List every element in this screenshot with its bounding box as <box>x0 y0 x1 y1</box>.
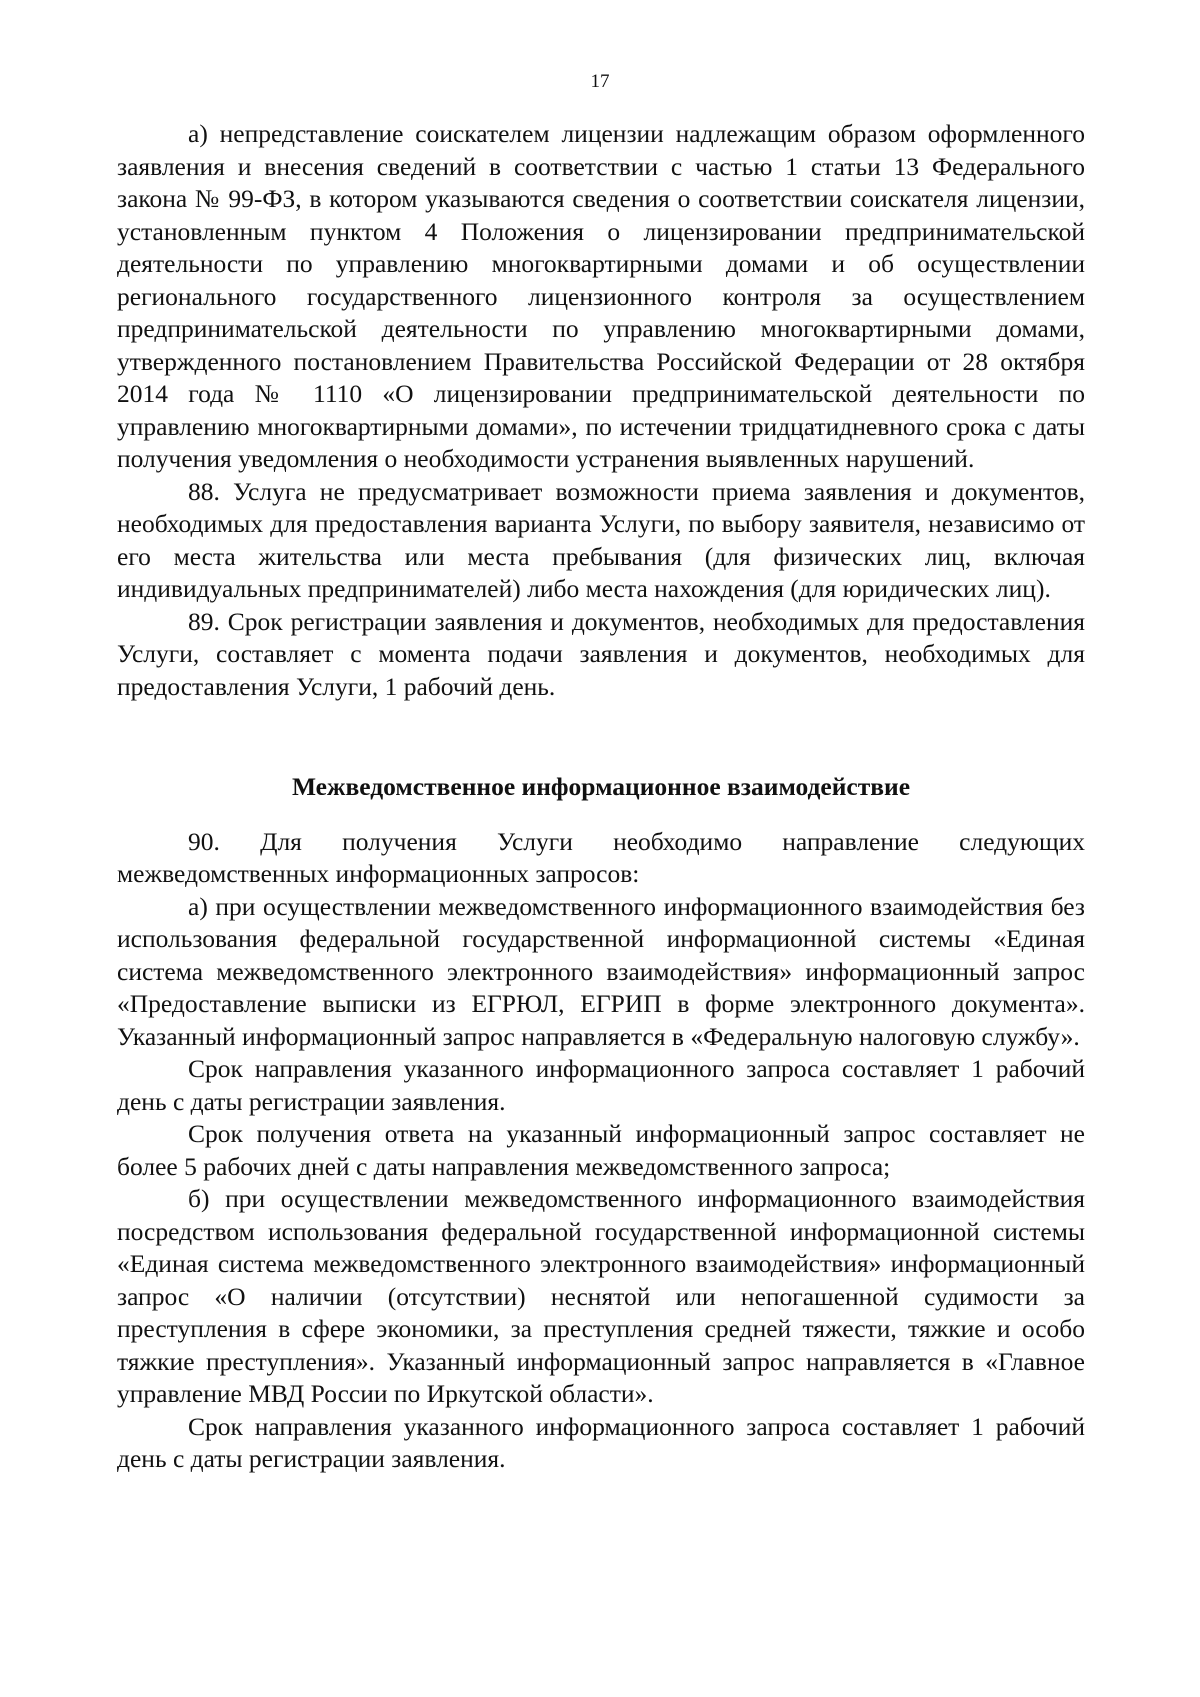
document-body <box>117 118 1085 1476</box>
paragraph-90-a: а) при осуществлении межведомственного информационного взаимодействия без использования федеральной государственной информационной системы «Единая система межведомственного электронного взаимодействия» информационный запрос «Предоставление выписки из ЕГРЮЛ, ЕГРИП в форме электронного документа». Указанный информационный запрос направляется в «Федеральную налоговую службу». <box>117 891 1085 1051</box>
paragraph-89: 89. Срок регистрации заявления и документов, необходимых для предоставления Услуги, составляет с момента подачи заявления и документов, необходимых для предоставления Услуги, 1 рабочий день. <box>117 606 1085 701</box>
paragraph-response-term: Срок получения ответа на указанный информационный запрос составляет не более 5 рабочих дней с даты направления межведомственного запроса; <box>117 1119 1085 1181</box>
paragraph-90-b: б) при осуществлении межведомственного информационного взаимодействия посредством использования федеральной государственной информационной системы «Единая система межведомственного электронного взаимодействия» информационный запрос «О наличии (отсутствии) неснятой или непогашенной судимости за преступления в сфере экономики, за преступления средней тяжести, тяжкие и особо тяжкие преступления». Указанный информационный запрос направляется в «Главное управление МВД России по Иркутской области». <box>117 1184 1085 1408</box>
page-number: 17 <box>590 71 610 92</box>
section-heading: Межведомственное информационное взаимодействие <box>291 772 911 801</box>
spacer <box>117 703 1085 771</box>
paragraph-a-refusal-ground: а) непредставление соискателем лицензии надлежащим образом оформленного заявления и внесения сведений в соответствии с частью 1 статьи 13 Федерального закона № 99-ФЗ, в котором указываются сведения о соответствии соискателя лицензии, установленным пунктом 4 Положения о лицензировании предпринимательской деятельности по управлению многоквартирными домами и об осуществлении регионального государственного лицензионного контроля за осуществлением предпринимательской деятельности по управлению многоквартирными домами, утвержденного постановлением Правительства Российской Федерации от 28 октября 2014 года № 1110 «О лицензировании предпринимательской деятельности по управлению многоквартирными домами», по истечении тридцатидневного срока с даты получения уведомления о необходимости устранения выявленных нарушений. <box>117 119 1085 473</box>
spacer <box>117 804 1085 826</box>
paragraph-88: 88. Услуга не предусматривает возможности приема заявления и документов, необходимых для предоставления варианта Услуги, по выбору заявителя, независимо от его места жительства или места пребывания (для физических лиц, включая индивидуальных предпринимателей) либо места нахождения (для юридических лиц). <box>117 476 1085 603</box>
paragraph-request-term-1: Срок направления указанного информационного запроса составляет 1 рабочий день с даты регистрации заявления. <box>117 1054 1085 1116</box>
paragraph-90: 90. Для получения Услуги необходимо направление следующих межведомственных информационных запросов: <box>117 826 1085 888</box>
paragraph-request-term-2: Срок направления указанного информационного запроса составляет 1 рабочий день с даты регистрации заявления. <box>117 1411 1085 1473</box>
